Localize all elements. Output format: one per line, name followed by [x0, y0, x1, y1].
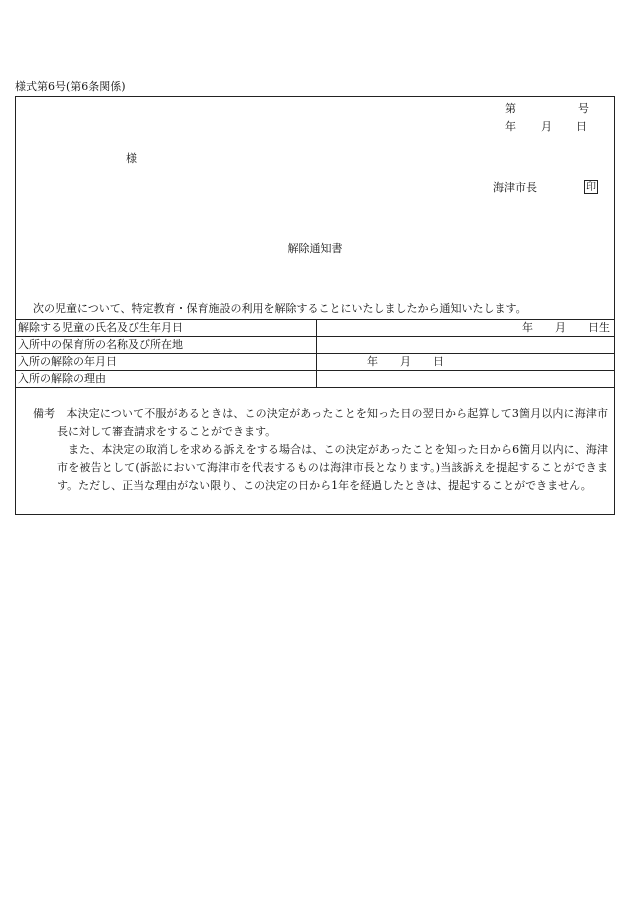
row-value: [317, 354, 616, 371]
notes-section: [33, 405, 608, 495]
form-number-label: 様式第6号(第6条関係): [15, 80, 126, 93]
birth-day: 日生: [588, 321, 610, 334]
cancel-year: 年: [367, 355, 378, 368]
date-month: 月: [541, 120, 552, 133]
row-label: 入所中の保育所の名称及び所在地: [15, 337, 317, 354]
date-year: 年: [505, 120, 516, 133]
cancel-month: 月: [400, 355, 411, 368]
cancel-day: 日: [433, 355, 444, 368]
birth-month: 月: [555, 321, 566, 334]
number-prefix: 第: [505, 102, 516, 115]
table-row: [15, 320, 615, 337]
row-label: 入所の解除の理由: [15, 371, 317, 388]
table-row: [15, 371, 615, 388]
note-paragraph-2: また、本決定の取消しを求める訴えをする場合は、この決定があったことを知った日から6箇月以内に、海津市を被告として(訴訟において海津市を代表するものは海津市長となります。)当該訴えを提起することができます。ただし、正当な理由がない限り、この決定の日から1年を経過したときは、提起することができません。: [57, 443, 608, 492]
seal-mark: 印: [586, 182, 596, 193]
issuer-name: 海津市長: [493, 181, 537, 194]
row-label: 解除する児童の氏名及び生年月日: [15, 320, 317, 337]
row-value: [317, 371, 616, 388]
row-value: [317, 320, 616, 337]
addressee-suffix: 様: [126, 152, 137, 165]
date-day: 日: [576, 120, 587, 133]
info-table: [15, 319, 615, 388]
birth-year: 年: [522, 321, 533, 334]
row-value: [317, 337, 616, 354]
number-suffix: 号: [578, 102, 589, 115]
intro-text: 次の児童について、特定教育・保育施設の利用を解除することにいたしましたから通知いたします。: [33, 302, 527, 315]
table-row: [15, 354, 615, 371]
row-label: 入所の解除の年月日: [15, 354, 317, 371]
document-title: 解除通知書: [287, 242, 343, 255]
note-paragraph-1: 備考 本決定について不服があるときは、この決定があったことを知った日の翌日から起算して3箇月以内に海津市長に対して審査請求をすることができます。: [33, 407, 608, 438]
table-row: [15, 337, 615, 354]
